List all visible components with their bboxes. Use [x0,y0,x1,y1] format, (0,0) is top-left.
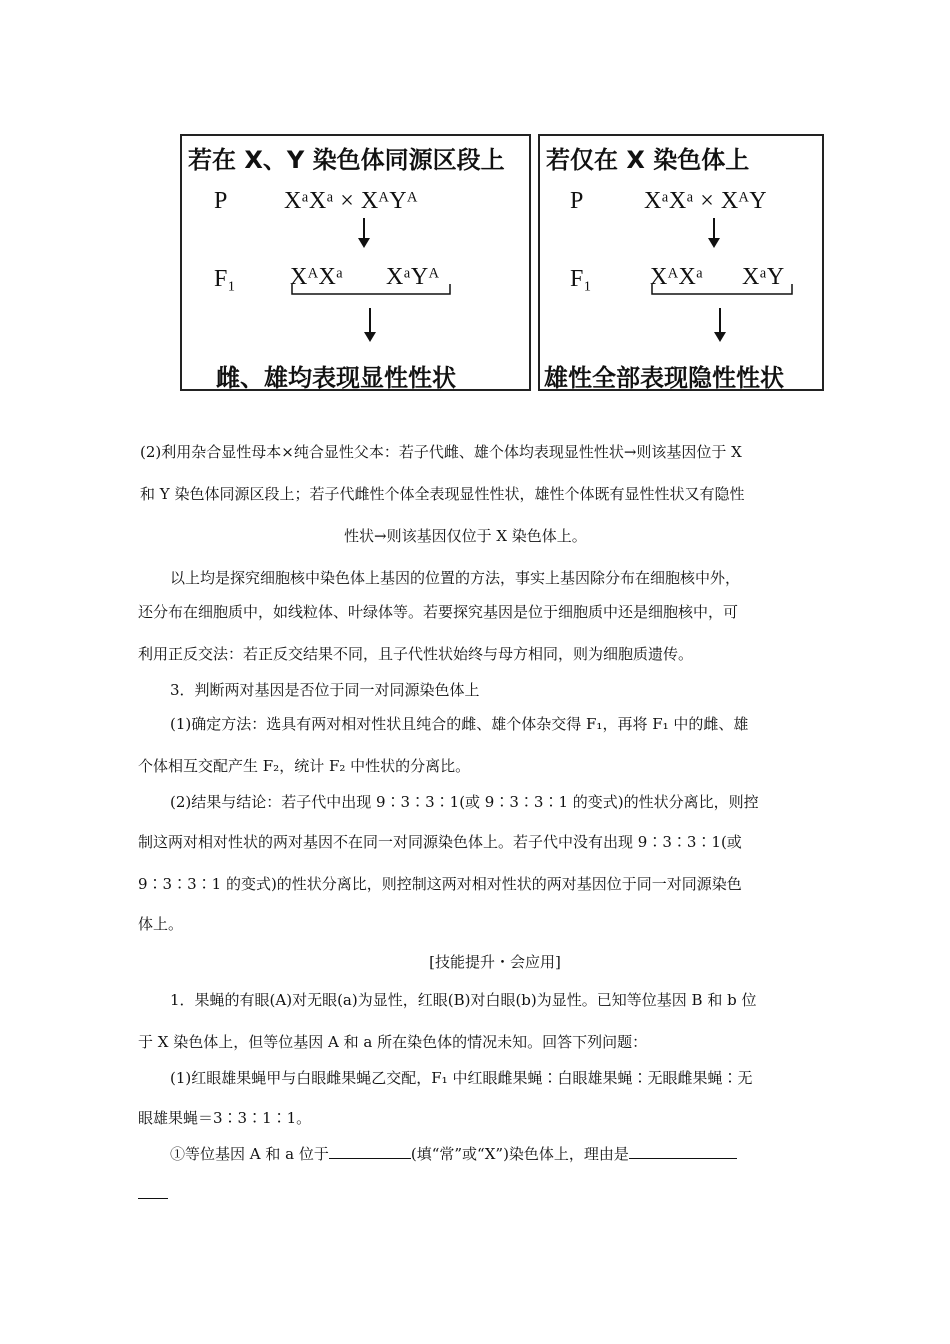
section-heading: 3．判断两对基因是否位于同一对同源染色体上 [170,681,480,699]
diagram-box-xy-homologous [180,134,531,391]
paragraph-line: (1)确定方法：选具有两对相对性状且纯合的雌、雄个体杂交得 F₁，再将 F₁ 中的雌、雄 [170,715,749,733]
f1-bracket [292,284,450,294]
f1-generation-label: F₁ [214,266,236,292]
arrow-head [364,332,376,342]
question-fill-line [170,1142,737,1166]
f1-bracket [652,284,792,294]
f1-generation-label: F₁ [570,266,592,292]
diagram-box-x-only [538,134,824,391]
question-text: ①等位基因 A 和 a 位于 [170,1145,329,1163]
answer-blank-continuation[interactable] [138,1182,168,1206]
paragraph-line: 以上均是探究细胞核中染色体上基因的位置的方法，事实上基因除分布在细胞核中外， [170,569,741,587]
paragraph-line: 个体相互交配产生 F₂，统计 F₂ 中性状的分离比。 [138,757,471,775]
skill-section-title: [技能提升・会应用] [429,953,561,971]
p-generation-label: P [214,188,228,214]
paragraph-line: (2)利用杂合显性母本×纯合显性父本：若子代雌、雄个体均表现显性性状→则该基因位于 X [140,443,742,461]
answer-blank-2-tail[interactable] [138,1182,168,1199]
cross-arrows [182,136,529,389]
arrow-head [714,332,726,342]
diagram-result: 雄性全部表现隐性性状 [544,364,784,392]
f1-offspring-female: XᴬXᵃ [290,264,344,290]
paragraph-line: 和 Y 染色体同源区段上；若子代雌性个体全表现显性性状，雄性个体既有显性性状又有隐性 [140,485,745,503]
diagram-title: 若仅在 X 染色体上 [546,146,750,174]
diagram-result: 雌、雄均表现显性性状 [216,364,456,392]
question-line: 于 X 染色体上，但等位基因 A 和 a 所在染色体的情况未知。回答下列问题： [138,1033,648,1051]
f1-offspring-male: XᵃY [742,264,785,290]
paragraph-line: 利用正反交法：若正反交结果不同，且子代性状始终与母方相同，则为细胞质遗传。 [138,645,694,663]
p-cross-expression: XᵃXᵃ × XᴬY [644,188,768,214]
cross-arrows [540,136,822,389]
answer-blank-2[interactable] [629,1142,737,1159]
f1-offspring-female: XᴬXᵃ [650,264,704,290]
question-text: (填“常”或“X”)染色体上，理由是 [410,1145,629,1163]
paragraph-line: 9∶3∶3∶1 的变式)的性状分离比，则控制这两对相对性状的两对基因位于同一对同源染色 [138,875,742,893]
arrow-head [708,238,720,248]
p-cross-expression: XᵃXᵃ × XᴬYᴬ [284,188,418,214]
question-line: (1)红眼雄果蝇甲与白眼雌果蝇乙交配，F₁ 中红眼雌果蝇∶白眼雄果蝇∶无眼雌果蝇∶无 [170,1069,753,1087]
paragraph-line: 制这两对相对性状的两对基因不在同一对同源染色体上。若子代中没有出现 9∶3∶3∶1(或 [138,833,742,851]
f1-offspring-male: XᵃYᴬ [386,264,440,290]
question-line: 1．果蝇的有眼(A)对无眼(a)为显性，红眼(B)对白眼(b)为显性。已知等位基因 B 和 b 位 [170,991,757,1009]
p-generation-label: P [570,188,584,214]
paragraph-line: 还分布在细胞质中，如线粒体、叶绿体等。若要探究基因是位于细胞质中还是细胞核中，可 [138,603,739,621]
diagram-title: 若在 X、Y 染色体同源区段上 [188,146,505,174]
question-line: 眼雄果蝇＝3∶3∶1∶1。 [138,1109,312,1127]
answer-blank-1[interactable] [329,1142,411,1159]
paragraph-line: 体上。 [138,915,184,933]
paragraph-line: (2)结果与结论：若子代中出现 9∶3∶3∶1(或 9∶3∶3∶1 的变式)的性状分离比，则控 [170,793,759,811]
paragraph-line: 性状→则该基因仅位于 X 染色体上。 [344,527,587,545]
arrow-head [358,238,370,248]
